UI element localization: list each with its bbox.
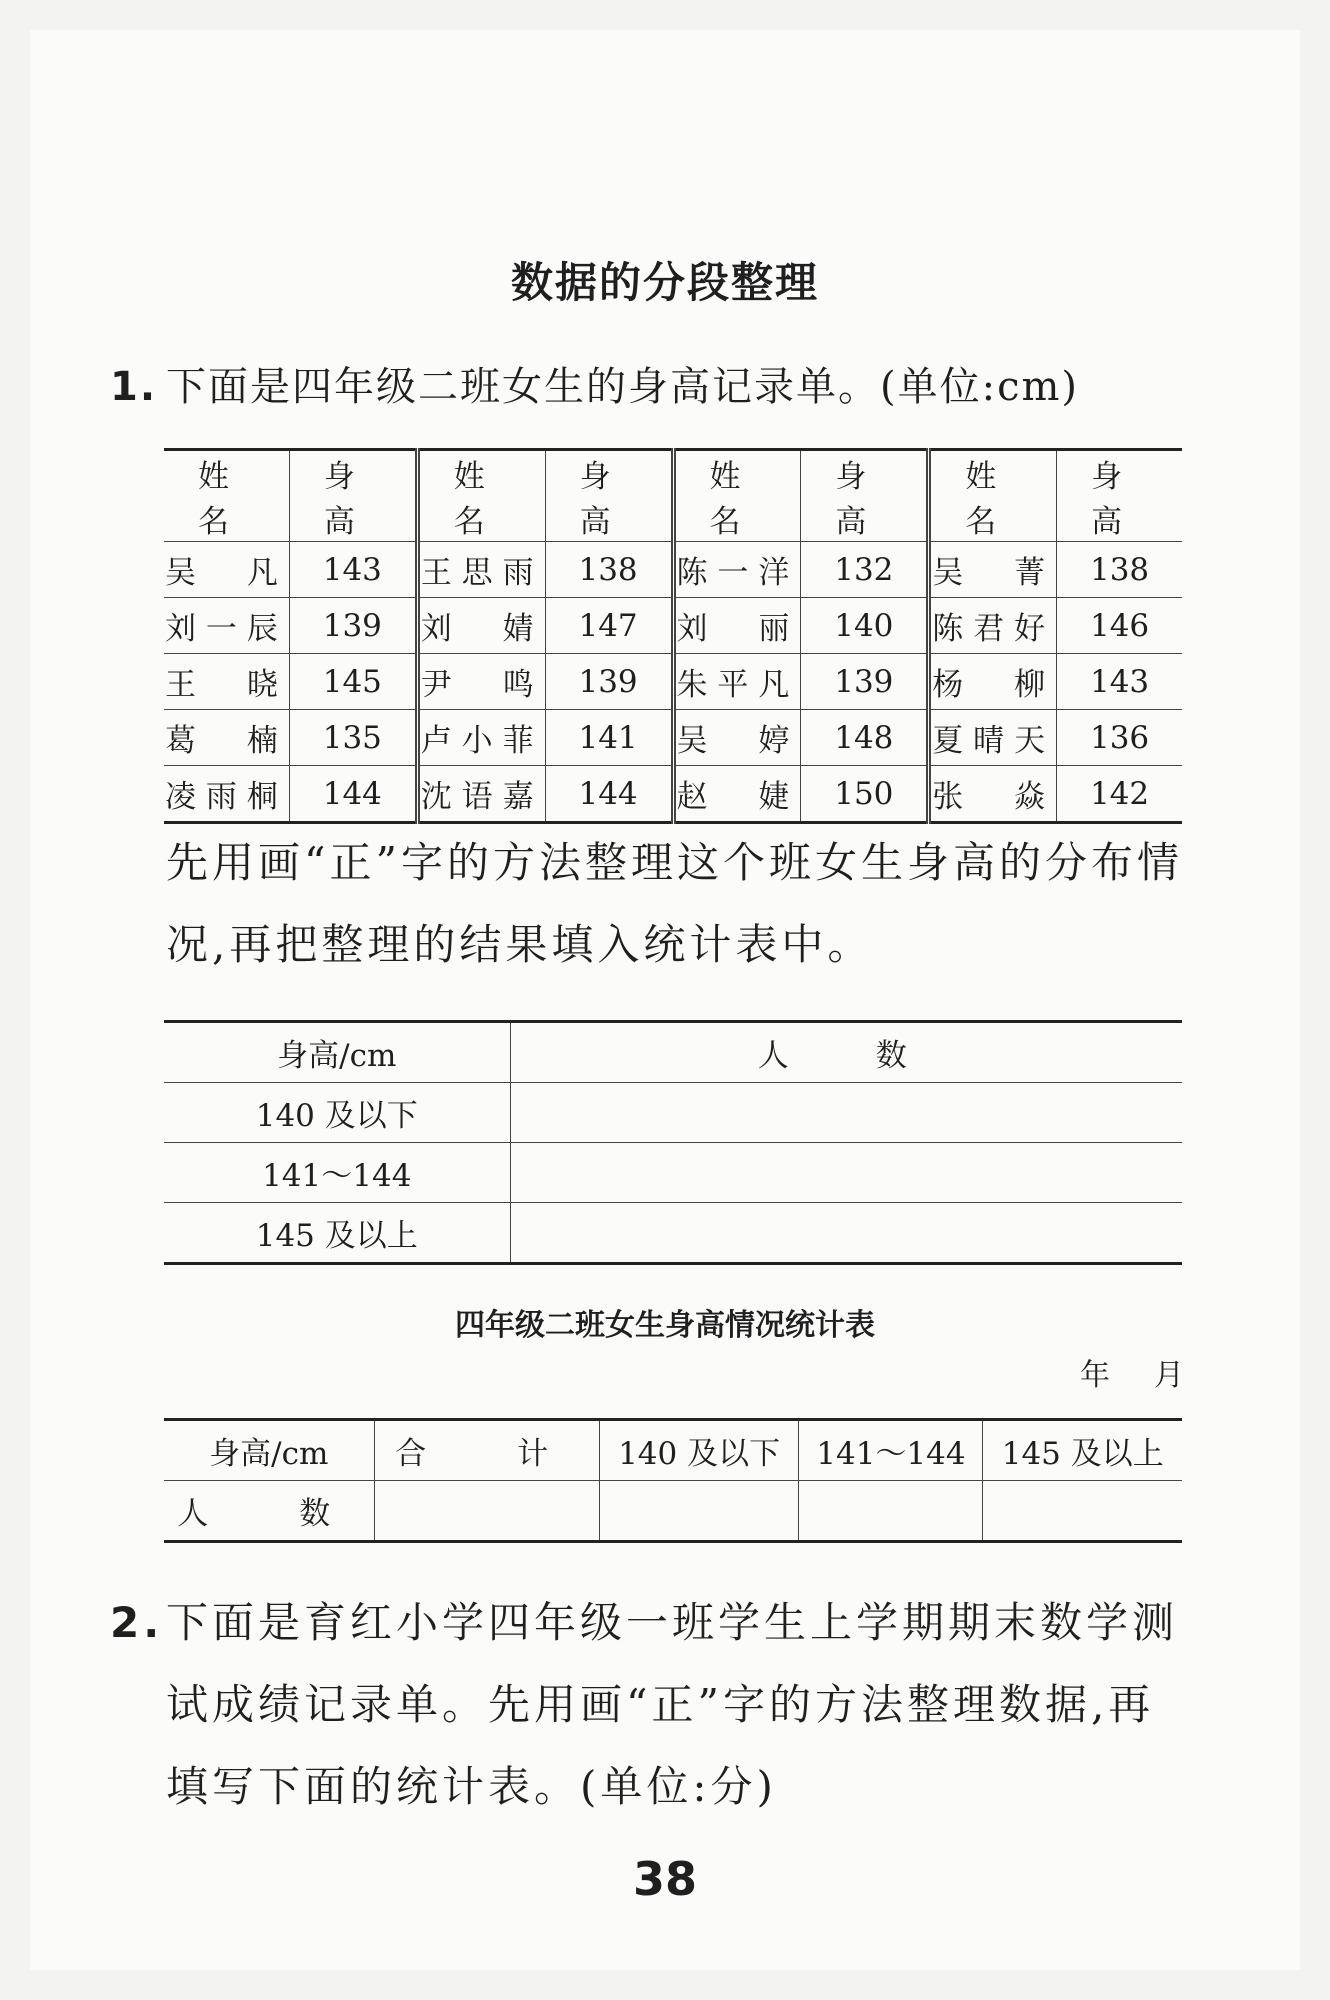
instruction-line-2: 况,再把整理的结果填入统计表中。 [166,920,874,969]
height-record-table [164,448,1206,824]
question-2-line-2: 试成绩记录单。先用画“正”字的方法整理数据,再 [166,1680,1155,1729]
tally-header-count: 人 数 [510,1022,1182,1083]
student-name: 刘 婧 [417,598,545,654]
student-name: 吴 婷 [673,710,801,766]
student-name: 朱平凡 [673,654,801,710]
stat-blank-cell[interactable] [983,1481,1182,1542]
student-height: 138 [1057,542,1182,598]
table-row [164,710,1182,766]
student-height: 144 [289,766,417,823]
header-height: 身 高 [801,450,929,542]
student-name: 吴 菁 [929,542,1057,598]
student-name: 夏晴天 [929,710,1057,766]
student-name: 赵 婕 [673,766,801,823]
table-row [164,1083,1182,1143]
student-name: 杨 柳 [929,654,1057,710]
student-height: 132 [801,542,929,598]
month-label: 月 [1154,1358,1184,1393]
student-name: 刘 丽 [673,598,801,654]
tally-header-height: 身高/cm [277,1038,397,1074]
table-row [164,542,1182,598]
student-height: 139 [545,654,673,710]
student-name: 尹 鸣 [417,654,545,710]
table-row [164,766,1182,823]
stat-header: 合 计 [374,1420,599,1481]
student-height: 139 [289,598,417,654]
stat-blank-cell[interactable] [374,1481,599,1542]
table-row [164,1481,1182,1542]
student-height: 147 [545,598,673,654]
student-name: 刘一辰 [164,598,289,654]
student-name: 陈一洋 [673,542,801,598]
question-text: 下面是育红小学四年级一班学生上学期期末数学测 [166,1598,1179,1647]
table-header-row [164,1420,1182,1481]
tally-blank-cell[interactable] [510,1143,1182,1203]
student-height: 148 [801,710,929,766]
question-2-line-3: 填写下面的统计表。(单位:分) [166,1762,777,1811]
header-name: 姓 名 [417,450,545,542]
student-name: 张 焱 [929,766,1057,823]
tally-range: 145 及以上 [164,1203,510,1264]
student-name: 卢小菲 [417,710,545,766]
tally-blank-cell[interactable] [510,1203,1182,1264]
student-name: 沈语嘉 [417,766,545,823]
student-height: 141 [545,710,673,766]
table-row [164,1203,1182,1264]
header-height: 身 高 [289,450,417,542]
header-name: 姓 名 [673,450,801,542]
stat-blank-cell[interactable] [599,1481,799,1542]
page-title: 数据的分段整理 [510,258,819,307]
date-fill [1080,1350,1228,1394]
question-1 [110,355,1079,412]
student-height: 135 [289,710,417,766]
stat-blank-cell[interactable] [799,1481,983,1542]
question-number: 1. [110,364,158,410]
student-name: 葛 楠 [164,710,289,766]
header-name: 姓 名 [197,459,312,540]
student-height: 139 [801,654,929,710]
student-height: 146 [1057,598,1182,654]
table-header-row [164,450,1182,542]
tally-range: 141～144 [164,1143,510,1203]
stat-header: 141～144 [799,1420,983,1481]
stat-table-caption: 四年级二班女生身高情况统计表 [455,1308,875,1343]
student-height: 142 [1057,766,1182,823]
student-height: 138 [545,542,673,598]
question-2 [110,1590,1178,1650]
year-label: 年 [1080,1358,1110,1393]
stat-row-label: 人 数 [164,1481,374,1542]
student-height: 150 [801,766,929,823]
student-height: 140 [801,598,929,654]
student-name: 陈君好 [929,598,1057,654]
student-height: 145 [289,654,417,710]
student-name: 王思雨 [417,542,545,598]
student-height: 136 [1057,710,1182,766]
student-height: 143 [1057,654,1182,710]
table-row [164,598,1182,654]
table-row [164,654,1182,710]
stat-header: 身高/cm [209,1436,329,1472]
stat-table [164,1418,1182,1543]
student-height: 143 [289,542,417,598]
tally-blank-cell[interactable] [510,1083,1182,1143]
student-name: 凌雨桐 [164,766,289,823]
header-name: 姓 名 [929,450,1057,542]
tally-table [164,1020,1182,1265]
stat-header: 140 及以下 [599,1420,799,1481]
instruction-line-1: 先用画“正”字的方法整理这个班女生身高的分布情 [166,838,1183,887]
student-name: 吴 凡 [164,542,289,598]
tally-range: 140 及以下 [164,1083,510,1143]
student-name: 王 晓 [164,654,289,710]
table-header-row [164,1022,1182,1083]
header-height: 身 高 [1057,450,1182,542]
stat-header: 145 及以上 [983,1420,1182,1481]
question-number: 2. [110,1598,164,1647]
student-height: 144 [545,766,673,823]
page-number: 38 [632,1852,697,1906]
header-height: 身 高 [545,450,673,542]
table-row [164,1143,1182,1203]
question-text: 下面是四年级二班女生的身高记录单。(单位:cm) [166,364,1080,410]
